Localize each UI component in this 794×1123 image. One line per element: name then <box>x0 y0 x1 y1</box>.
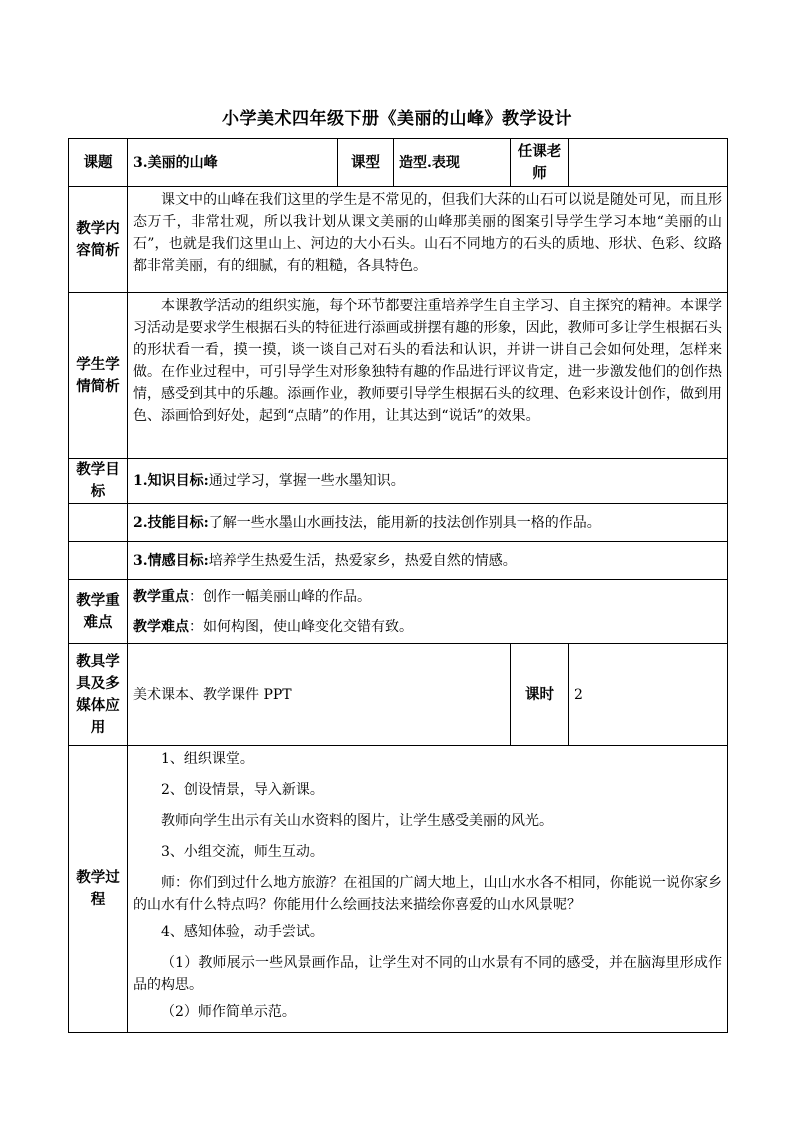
process-row <box>69 746 728 1033</box>
focus-head: 教学重点 <box>133 588 189 605</box>
goal-row-3 <box>69 542 728 580</box>
hours-value: 2 <box>569 644 728 746</box>
goal-1-head: 1.知识目标: <box>133 473 209 489</box>
process-line: 4、感知体验，动手尝试。 <box>161 924 324 940</box>
process-label: 教学过程 <box>69 746 128 1033</box>
media-value: 美术课本、教学课件 PPT <box>128 644 511 746</box>
key-points-row <box>69 580 728 644</box>
hours-label: 课时 <box>511 644 569 746</box>
lesson-plan-table <box>68 138 728 1033</box>
topic-label: 课题 <box>69 139 128 187</box>
goal-1-body: 通过学习，掌握一些水墨知识。 <box>208 473 405 489</box>
topic-value: 3.美丽的山峰 <box>128 139 338 187</box>
goal-2-head: 2.技能目标: <box>133 514 209 531</box>
process-line: （1）教师展示一些风景画作品，让学生对不同的山水景有不同的感受，并在脑海里形成作品的构思。 <box>133 955 722 993</box>
goals-label: 教学目标 <box>69 459 128 504</box>
process-line: 教师向学生出示有关山水资料的图片，让学生感受美丽的风光。 <box>161 813 553 829</box>
difficulty-body: ：如何构图，使山峰变化交错有致。 <box>189 618 413 635</box>
teacher-value <box>569 139 728 187</box>
process-line: （2）师作简单示范。 <box>161 1004 296 1020</box>
goal-row-2 <box>69 504 728 542</box>
goal-3-body: 培养学生热爱生活，热爱家乡，热爱自然的情感。 <box>208 552 517 569</box>
difficulty-head: 教学难点 <box>133 618 189 635</box>
student-analysis-label: 学生学情简析 <box>69 293 128 459</box>
teacher-label: 任课老师 <box>511 139 569 187</box>
process-line: 3、小组交流，师生互动。 <box>161 844 324 860</box>
header-row <box>69 139 728 187</box>
media-label: 教具学具及多媒体应用 <box>69 644 128 746</box>
content-analysis-label: 教学内容简析 <box>69 187 128 293</box>
goal-2-body: 了解一些水墨山水画技法，能用新的技法创作别具一格的作品。 <box>208 514 601 531</box>
process-line: 1、组织课堂。 <box>161 751 254 767</box>
student-analysis-text: 本课教学活动的组织实施，每个环节都要注重培养学生自主学习、自主探究的精神。本课学习活动是要求学生根据石头的特征进行添画或拼摆有趣的形象，因此，教师可多让学生根据石头的形状看一看，摸一摸，谈一谈自己对石头的看法和认识，并讲一讲自己会如何处理，怎样来做。在作业过程中，可引导学生对形象独特有趣的作品进行评议肯定，进一步激发他们的创作热情，感受到其中的乐趣。添画作业，教师要引导学生根据石头的纹理、色彩来设计创作，做到用色、添画恰到好处，起到“点睛”的作用，让其达到“说话”的效果。 <box>133 298 722 424</box>
content-analysis-row <box>69 187 728 293</box>
page-title: 小学美术四年级下册《美丽的山峰》教学设计 <box>222 109 572 129</box>
type-value: 造型.表现 <box>394 139 511 187</box>
focus-body: ：创作一幅美丽山峰的作品。 <box>189 588 371 605</box>
goal-row-1 <box>69 459 728 504</box>
type-label: 课型 <box>338 139 394 187</box>
process-line: 师：你们到过什么地方旅游？在祖国的广阔大地上，山山水水各不相同，你能说一说你家乡的山水有什么特点吗？你能用什么绘画技法来描绘你喜爱的山水风景呢？ <box>133 875 722 913</box>
key-points-label: 教学重难点 <box>69 580 128 644</box>
process-line: 2、创设情景，导入新课。 <box>161 782 324 798</box>
media-row <box>69 644 728 746</box>
content-analysis-text: 课文中的山峰在我们这里的学生是不常见的，但我们大莯的山石可以说是随处可见，而且形态万千，非常壮观，所以我计划从课文美丽的山峰那美丽的图案引导学生学习本地“美丽的山石”，也就是我们这里山上、河边的大小石头。山石不同地方的石头的质地、形状、色彩、纹路都非常美丽，有的细腻，有的粗糙，各具特色。 <box>133 192 722 274</box>
student-analysis-row <box>69 293 728 459</box>
goal-3-head: 3.情感目标: <box>133 552 209 569</box>
